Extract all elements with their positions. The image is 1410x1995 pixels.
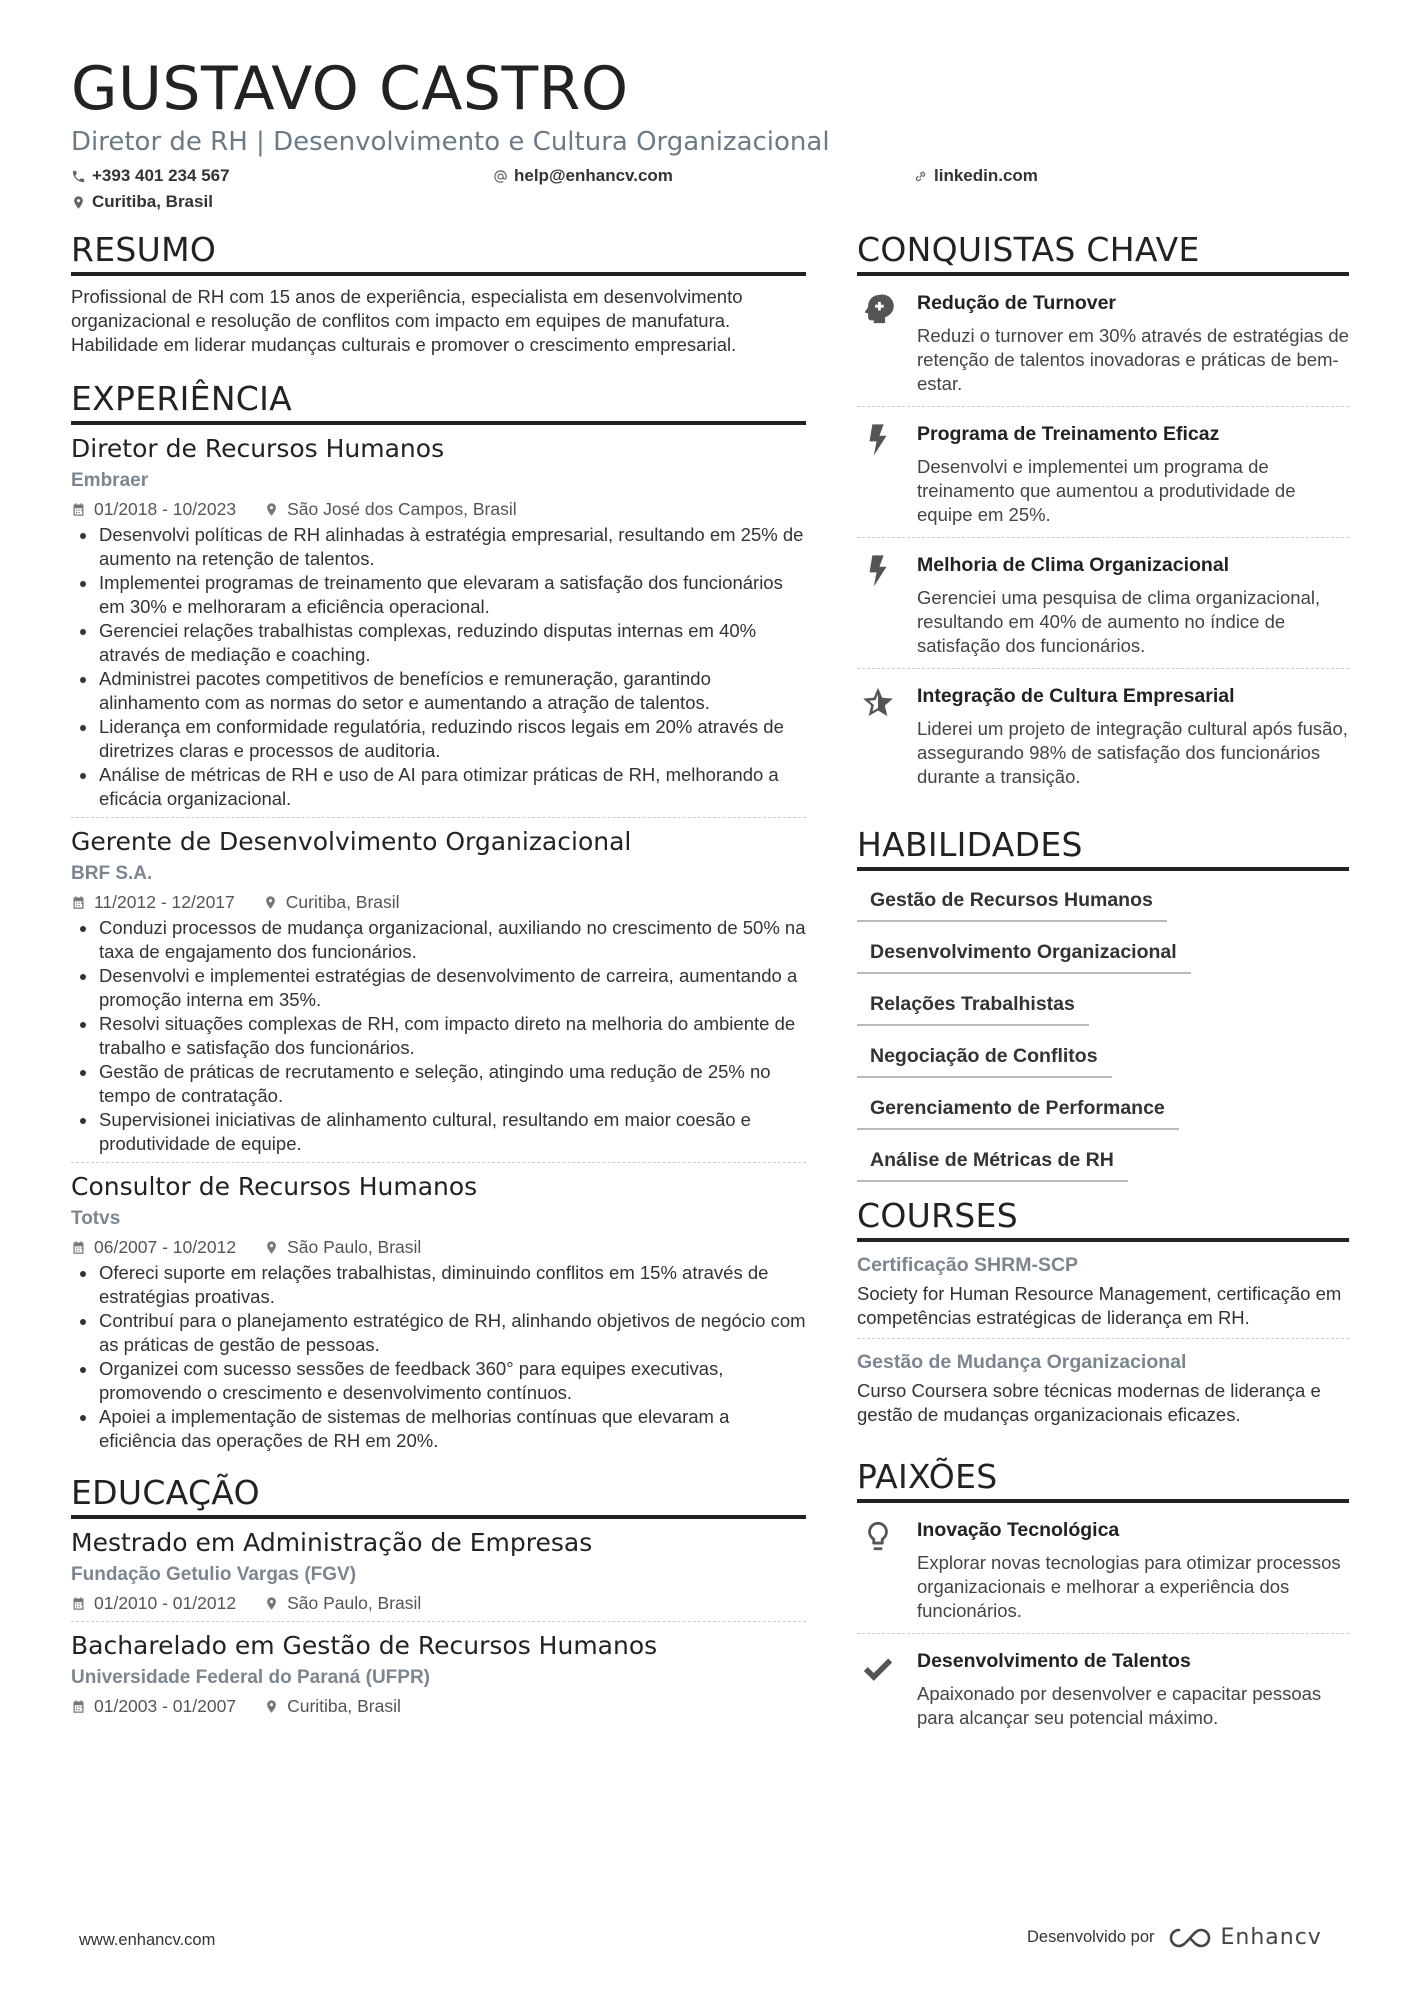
bullet-item: Conduzi processos de mudança organizacional, auxiliando no crescimento de 50% na taxa de engajamento dos funcionários. (71, 916, 806, 964)
phone-text: +393 401 234 567 (92, 166, 230, 185)
bullet-item: Gerenciei relações trabalhistas complexas, reduzindo disputas internas em 40% através de mediação e coaching. (71, 619, 806, 667)
candidate-role: Diretor de RH | Desenvolvimento e Cultura Organizacional (71, 127, 830, 157)
job-meta (71, 497, 806, 521)
contact-email[interactable] (493, 166, 673, 186)
contact-phone (71, 166, 230, 186)
section-title: CONQUISTAS CHAVE (857, 230, 1349, 276)
skill-tag: Análise de Métricas de RH (857, 1143, 1128, 1182)
bullet-item: Resolvi situações complexas de RH, com impacto direto na melhoria do ambiente de trabalho e satisfação dos funcionários. (71, 1012, 806, 1060)
company-name: BRF S.A. (71, 863, 153, 884)
education-entry (71, 1622, 806, 1724)
company-name: Embraer (71, 470, 149, 491)
experience-section (71, 379, 806, 1459)
education-location-text: Curitiba, Brasil (287, 1696, 401, 1716)
powered-by-label: Desenvolvido por (1027, 1928, 1155, 1946)
calendar-icon (71, 895, 86, 910)
brand-name: Enhancv (1220, 1925, 1322, 1950)
skill-tag: Gestão de Recursos Humanos (857, 883, 1167, 922)
job-location-text: Curitiba, Brasil (285, 892, 400, 912)
bullet-item: Organizei com sucesso sessões de feedback 360° para equipes executivas, promovendo o crescimento e desenvolvimento contínuos. (71, 1357, 806, 1405)
education-dates-text: 01/2010 - 01/2012 (94, 1593, 237, 1613)
contact-location (71, 192, 213, 212)
location-text: Curitiba, Brasil (92, 192, 213, 211)
job-entry (71, 818, 806, 1163)
achievement-desc: Desenvolvi e implementei um programa de treinamento que aumentou a produtividade de equipe em 25%. (917, 456, 1296, 525)
at-icon (493, 169, 508, 184)
skill-tag: Relações Trabalhistas (857, 987, 1089, 1026)
job-bullets (71, 916, 806, 1156)
passion-item (857, 1634, 1349, 1740)
job-bullets (71, 523, 806, 811)
achievement-title: Programa de Treinamento Eficaz (917, 423, 1220, 445)
checkmark-icon (861, 1650, 895, 1684)
left-column (71, 230, 806, 1746)
star-icon (861, 685, 895, 719)
job-location-text: São Paulo, Brasil (287, 1237, 422, 1257)
location-pin-icon (264, 1596, 279, 1611)
bullet-item: Desenvolvi e implementei estratégias de desenvolvimento de carreira, aumentando a promoção interna em 35%. (71, 964, 806, 1012)
job-title: Gerente de Desenvolvimento Organizacional (71, 827, 632, 856)
course-title: Gestão de Mudança Organizacional (857, 1351, 1187, 1373)
location-pin-icon (264, 1240, 279, 1255)
course-desc: Curso Coursera sobre técnicas modernas de liderança e gestão de mudanças organizacionais eficazes. (857, 1380, 1321, 1425)
course-title: Certificação SHRM-SCP (857, 1254, 1079, 1276)
email-text: help@enhancv.com (514, 166, 673, 185)
education-entry (71, 1519, 806, 1622)
job-title: Consultor de Recursos Humanos (71, 1172, 478, 1201)
achievement-desc: Liderei um projeto de integração cultural após fusão, assegurando 98% de satisfação dos funcionários durante a transição. (917, 718, 1348, 787)
job-dates (71, 890, 235, 914)
passion-title: Inovação Tecnológica (917, 1519, 1120, 1541)
candidate-name: GUSTAVO CASTRO (71, 54, 629, 124)
passion-item (857, 1503, 1349, 1634)
school-name: Fundação Getulio Vargas (FGV) (71, 1564, 357, 1585)
bullet-item: Apoiei a implementação de sistemas de melhorias contínuas que elevaram a eficiência das operações de RH em 20%. (71, 1405, 806, 1453)
bullet-item: Contribuí para o planejamento estratégico de RH, alinhando objetivos de negócio com as práticas de gestão de pessoas. (71, 1309, 806, 1357)
passion-desc: Explorar novas tecnologias para otimizar processos organizacionais e melhorar a experiência dos funcionários. (917, 1552, 1341, 1621)
education-location (264, 1591, 421, 1615)
bullet-item: Implementei programas de treinamento que elevaram a satisfação dos funcionários em 30% e melhoraram a eficiência operacional. (71, 571, 806, 619)
job-location (263, 890, 400, 914)
lightbulb-icon (861, 1519, 895, 1553)
summary-section (71, 230, 806, 357)
section-title: RESUMO (71, 230, 806, 276)
skills-list (857, 883, 1349, 1182)
degree-title: Mestrado em Administração de Empresas (71, 1528, 593, 1557)
achievement-desc: Reduzi o turnover em 30% através de estratégias de retenção de talentos inovadoras e práticas de bem-estar. (917, 325, 1349, 394)
calendar-icon (71, 1699, 86, 1714)
skill-tag: Negociação de Conflitos (857, 1039, 1112, 1078)
calendar-icon (71, 1596, 86, 1611)
summary-text: Profissional de RH com 15 anos de experiência, especialista em desenvolvimento organizacional e resolução de conflitos com impacto em equipes de manufatura. Habilidade em liderar mudanças culturais e promover o crescimento empresarial. (71, 286, 743, 355)
bullet-item: Supervisionei iniciativas de alinhamento cultural, resultando em maior coesão e produtividade de equipe. (71, 1108, 806, 1156)
education-location (264, 1694, 401, 1718)
right-column (857, 230, 1349, 1762)
calendar-icon (71, 502, 86, 517)
calendar-icon (71, 1240, 86, 1255)
bullet-item: Gestão de práticas de recrutamento e seleção, atingindo uma redução de 25% no tempo de contratação. (71, 1060, 806, 1108)
bullet-item: Ofereci suporte em relações trabalhistas, diminuindo conflitos em 15% através de estratégias proativas. (71, 1261, 806, 1309)
job-dates-text: 01/2018 - 10/2023 (94, 499, 237, 519)
bolt-icon (861, 554, 895, 588)
achievement-desc: Gerenciei uma pesquisa de clima organizacional, resultando em 40% de aumento no índice de satisfação dos funcionários. (917, 587, 1321, 656)
location-pin-icon (264, 1699, 279, 1714)
achievements-section (857, 230, 1349, 799)
passions-section (857, 1457, 1349, 1740)
job-location (264, 1235, 421, 1259)
job-title: Diretor de Recursos Humanos (71, 434, 445, 463)
section-title: EDUCAÇÃO (71, 1473, 806, 1519)
bullet-item: Desenvolvi políticas de RH alinhadas à estratégia empresarial, resultando em 25% de aumento na retenção de talentos. (71, 523, 806, 571)
skill-tag: Desenvolvimento Organizacional (857, 935, 1191, 974)
footer-branding (1027, 1925, 1322, 1950)
degree-title: Bacharelado em Gestão de Recursos Humanos (71, 1631, 658, 1660)
passion-title: Desenvolvimento de Talentos (917, 1650, 1191, 1672)
footer-website[interactable]: www.enhancv.com (79, 1931, 216, 1949)
education-location-text: São Paulo, Brasil (287, 1593, 422, 1613)
school-name: Universidade Federal do Paraná (UFPR) (71, 1667, 430, 1688)
job-dates (71, 1235, 236, 1259)
bullet-item: Liderança em conformidade regulatória, reduzindo riscos legais em 20% através de diretrizes claras e processos de auditoria. (71, 715, 806, 763)
job-meta (71, 890, 806, 914)
achievement-item (857, 407, 1349, 538)
section-title: EXPERIÊNCIA (71, 379, 806, 425)
phone-icon (71, 169, 86, 184)
course-item (857, 1339, 1349, 1435)
achievement-item (857, 276, 1349, 407)
head-icon (861, 292, 895, 326)
bullet-item: Administrei pacotes competitivos de benefícios e remuneração, garantindo alinhamento com as normas do setor e aumentando a atração de talentos. (71, 667, 806, 715)
location-pin-icon (264, 502, 279, 517)
job-dates-text: 11/2012 - 12/2017 (94, 892, 235, 912)
job-location (264, 497, 517, 521)
contact-info (71, 166, 1351, 220)
job-location-text: São José dos Campos, Brasil (287, 499, 517, 519)
location-pin-icon (263, 895, 278, 910)
job-dates (71, 497, 236, 521)
education-meta (71, 1591, 806, 1615)
education-dates (71, 1591, 236, 1615)
enhancv-logo-icon (1167, 1926, 1213, 1950)
link-icon (913, 169, 928, 184)
bullet-item: Análise de métricas de RH e uso de AI para otimizar práticas de RH, melhorando a eficácia organizacional. (71, 763, 806, 811)
education-dates (71, 1694, 236, 1718)
achievement-item (857, 538, 1349, 669)
education-section (71, 1473, 806, 1724)
achievement-item (857, 669, 1349, 799)
skills-section (857, 825, 1349, 1182)
resume-header (71, 56, 1351, 220)
company-name: Totvs (71, 1208, 121, 1229)
job-bullets (71, 1261, 806, 1453)
education-meta (71, 1694, 806, 1718)
job-meta (71, 1235, 806, 1259)
education-dates-text: 01/2003 - 01/2007 (94, 1696, 237, 1716)
bolt-icon (861, 423, 895, 457)
job-dates-text: 06/2007 - 10/2012 (94, 1237, 237, 1257)
job-entry (71, 425, 806, 818)
courses-section (857, 1196, 1349, 1435)
section-title: COURSES (857, 1196, 1349, 1242)
achievement-title: Integração de Cultura Empresarial (917, 685, 1235, 707)
course-desc: Society for Human Resource Management, certificação em competências estratégicas de liderança em RH. (857, 1283, 1342, 1328)
linkedin-text: linkedin.com (934, 166, 1038, 185)
passion-desc: Apaixonado por desenvolver e capacitar pessoas para alcançar seu potencial máximo. (917, 1683, 1322, 1728)
achievement-title: Melhoria de Clima Organizacional (917, 554, 1230, 576)
job-entry (71, 1163, 806, 1459)
section-title: PAIXÕES (857, 1457, 1349, 1503)
location-pin-icon (71, 195, 86, 210)
contact-linkedin[interactable] (913, 166, 1038, 186)
brand-logo[interactable] (1167, 1925, 1322, 1950)
skill-tag: Gerenciamento de Performance (857, 1091, 1179, 1130)
achievement-title: Redução de Turnover (917, 292, 1117, 314)
section-title: HABILIDADES (857, 825, 1349, 871)
course-item (857, 1242, 1349, 1339)
